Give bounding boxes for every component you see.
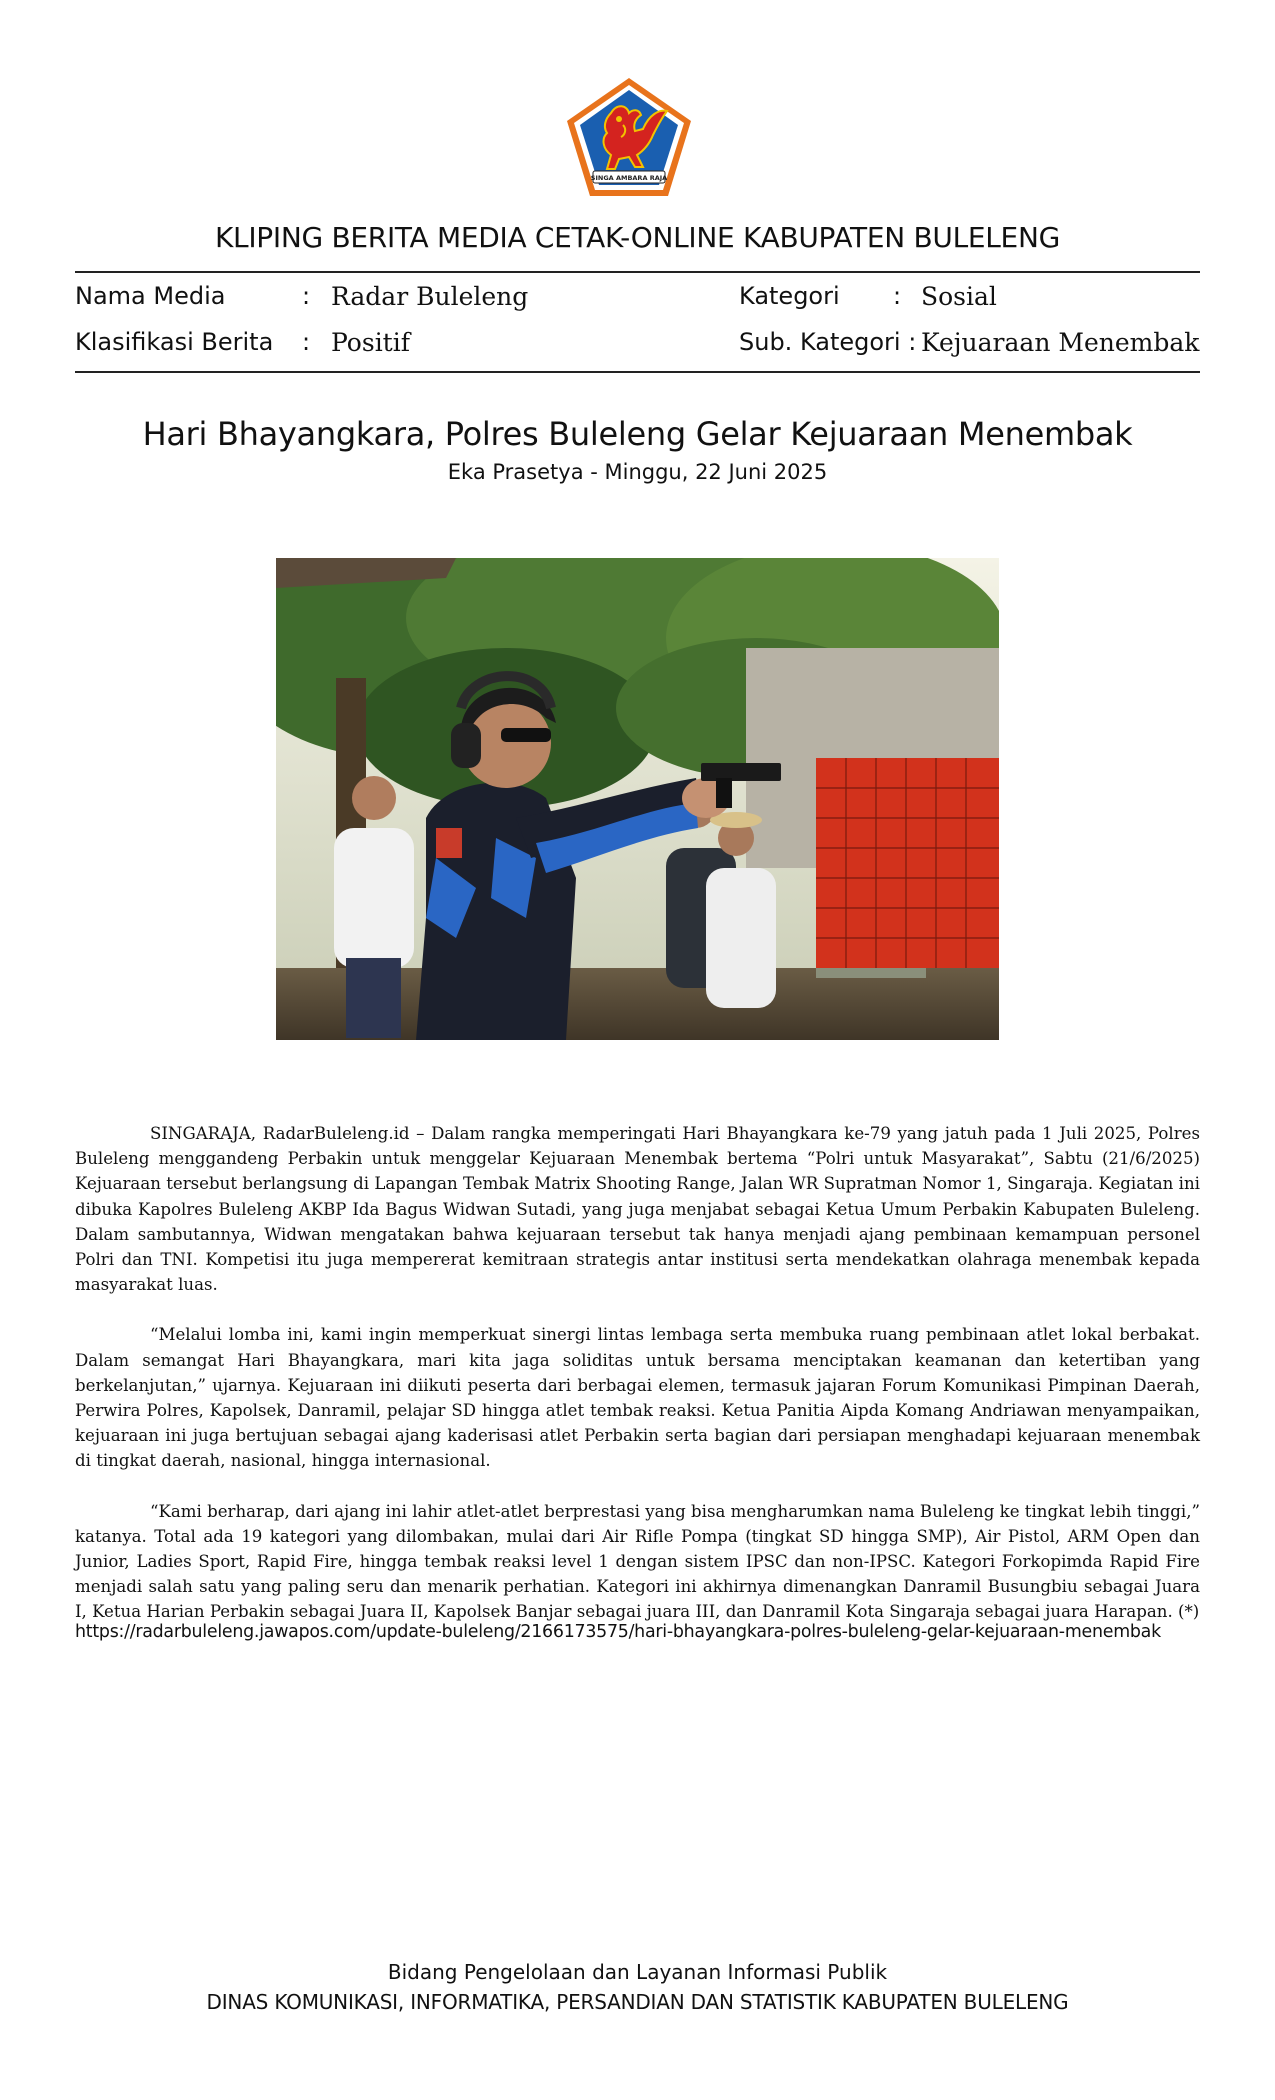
media-name-value: Radar Buleleng [331, 282, 529, 311]
subcategory-label: Sub. Kategori : [739, 328, 917, 356]
classification-label: Klasifikasi Berita [75, 328, 274, 356]
shooting-competition-photo [276, 558, 999, 1040]
article-photo [276, 558, 999, 1040]
article-paragraph-2: “Melalui lomba ini, kami ingin memperkuat sinergi lintas lembaga serta membuka ruang pembinaan atlet lokal berbakat. Dalam semangat Hari Bhayangkara, mari kita jaga soliditas untuk bersama menciptakan keamanan dan ketertiban yang berkelanjutan,” ujarnya. Kejuaraan ini diikuti peserta dari berbagai elemen, termasuk jajaran Forum Komunikasi Pimpinan Daerah, Perwira Polres, Kapolsek, Danramil, pelajar SD hingga atlet tembak reaksi. Ketua Panitia Aipda Komang Andriawan menyampaikan, kejuaraan ini juga bertujuan sebagai ajang kaderisasi atlet Perbakin serta bagian dari persiapan menghadapi kejuaraan menembak di tingkat daerah, nasional, hingga internasional. [75, 1325, 1200, 1471]
subcategory-value: Kejuaraan Menembak [921, 328, 1200, 357]
singa-ambara-raja-emblem-icon [563, 75, 695, 200]
footer-agency: DINAS KOMUNIKASI, INFORMATIKA, PERSANDIAN DAN STATISTIK KABUPATEN BULELENG [206, 1990, 1069, 2014]
header-rule-bottom [75, 371, 1200, 373]
regency-emblem [563, 75, 695, 200]
header-rule-top [75, 271, 1200, 273]
article-headline: Hari Bhayangkara, Polres Buleleng Gelar Kejuaraan Menembak [142, 415, 1133, 453]
media-name-colon: : [302, 282, 311, 310]
source-link[interactable]: https://radarbuleleng.jawapos.com/update-buleleng/2166173575/hari-bhayangkara-polres-buleleng-gelar-kejuaraan-menembak [75, 1622, 1161, 1642]
article-paragraph-3: “Kami berharap, dari ajang ini lahir atlet-atlet berprestasi yang bisa mengharumkan nama Buleleng ke tingkat lebih tinggi,” katanya. Total ada 19 kategori yang dilombakan, mulai dari Air Rifle Pompa (tingkat SD hingga SMP), Air Pistol, ARM Open dan Junior, Ladies Sport, Rapid Fire, hingga tembak reaksi level 1 dengan sistem IPSC dan non-IPSC. Kategori Forkopimda Rapid Fire menjadi salah satu yang paling seru dan menarik perhatian. Kategori ini akhirnya dimenangkan Danramil Busungbiu sebagai Juara I, Ketua Harian Perbakin sebagai Juara II, Kapolsek Banjar sebagai juara III, dan Danramil Kota Singaraja sebagai juara Harapan. (*) [75, 1501, 1200, 1622]
emblem-motto: SINGA AMBARA RAJA [590, 174, 668, 182]
article-byline: Eka Prasetya - Minggu, 22 Juni 2025 [447, 460, 828, 484]
media-name-label: Nama Media [75, 282, 226, 310]
article-body [75, 1121, 1200, 1650]
category-value: Sosial [921, 282, 997, 311]
article-paragraph-1: SINGARAJA, RadarBuleleng.id – Dalam rangka memperingati Hari Bhayangkara ke-79 yang jatuh pada 1 Juli 2025, Polres Buleleng menggandeng Perbakin untuk menggelar Kejuaraan Menembak bertema “Polri untuk Masyarakat”, Sabtu (21/6/2025) Kejuaraan tersebut berlangsung di Lapangan Tembak Matrix Shooting Range, Jalan WR Supratman Nomor 1, Singaraja. Kegiatan ini dibuka Kapolres Buleleng AKBP Ida Bagus Widwan Sutadi, yang juga menjabat sebagai Ketua Umum Perbakin Kabupaten Buleleng. Dalam sambutannya, Widwan mengatakan bahwa kejuaraan tersebut tak hanya menjadi ajang pembinaan kemampuan personel Polri dan TNI. Kompetisi itu juga mempererat kemitraan strategis antar institusi serta mendekatkan olahraga menembak kepada masyarakat luas. [75, 1124, 1200, 1295]
footer-department: Bidang Pengelolaan dan Layanan Informasi Publik [387, 1960, 888, 1984]
classification-value: Positif [331, 328, 410, 357]
category-colon: : [893, 282, 902, 310]
category-label: Kategori [739, 282, 840, 310]
document-title: KLIPING BERITA MEDIA CETAK-ONLINE KABUPATEN BULELENG [214, 221, 1060, 254]
classification-colon: : [302, 328, 311, 356]
